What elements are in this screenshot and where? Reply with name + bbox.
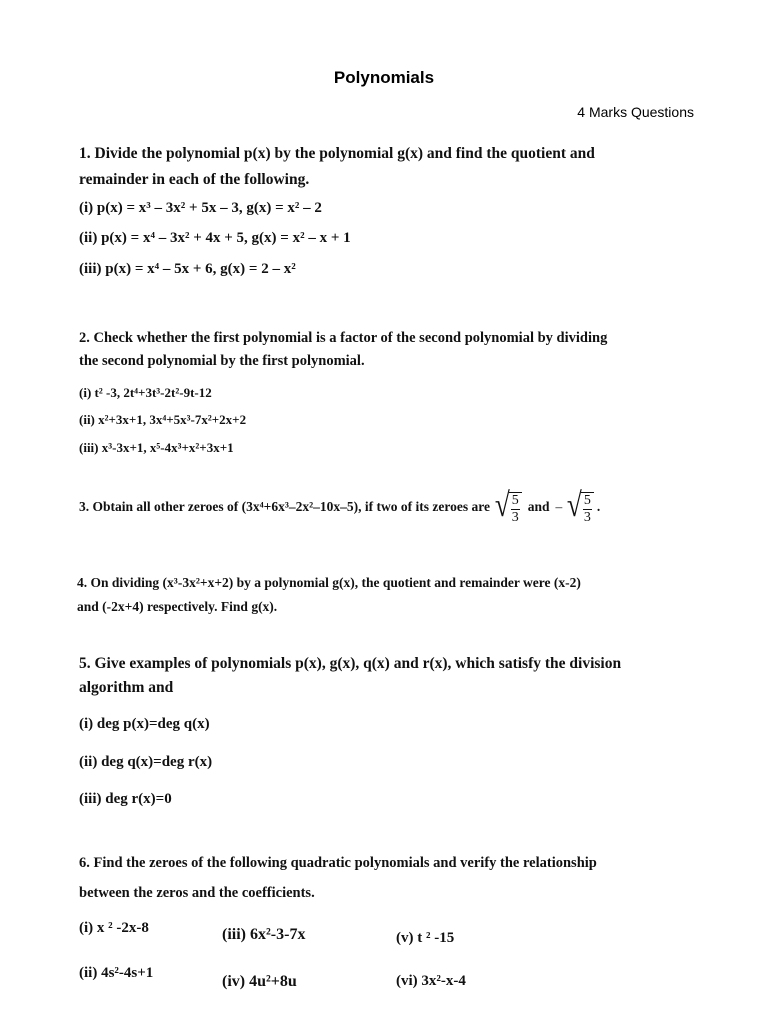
question-1 — [79, 141, 595, 193]
question-2-line-1: 2. Check whether the first polynomial is a factor of the second polynomial by dividing — [79, 330, 608, 346]
question-6 — [79, 848, 597, 908]
question-3 — [79, 488, 600, 526]
question-5-item-i: (i) deg p(x)=deg q(x) — [79, 716, 210, 732]
question-2-line-2: the second polynomial by the first polynomial. — [79, 353, 365, 369]
question-2-item-i: (i) t² -3, 2t⁴+3t³-2t²-9t-12 — [79, 385, 212, 400]
question-3-text: 3. Obtain all other zeroes of (3x⁴+6x³–2x²–10x–5), if two of its zeroes are — [79, 499, 491, 514]
question-3-and: and — [527, 499, 550, 514]
fraction-denominator: 3 — [583, 510, 591, 525]
question-2 — [79, 327, 607, 373]
question-3-end: . — [596, 499, 601, 514]
question-6-item-iv: (iv) 4u²+8u — [222, 973, 297, 990]
question-2-item-ii: (ii) x²+3x+1, 3x⁴+5x³-7x²+2x+2 — [79, 412, 247, 427]
question-1-item-i: (i) p(x) = x³ – 3x² + 5x – 3, g(x) = x² – 2 — [79, 200, 322, 216]
page-subtitle: 4 Marks Questions — [577, 104, 694, 120]
question-6-item-vi: (vi) 3x²-x-4 — [396, 973, 466, 989]
question-4-line-1: 4. On dividing (x³-3x²+x+2) by a polynomial g(x), the quotient and remainder were (x-2) — [77, 575, 581, 590]
question-5-line-1: 5. Give examples of polynomials p(x), g(x), q(x) and r(x), which satisfy the division — [79, 655, 622, 672]
fraction-numerator: 5 — [583, 493, 591, 508]
question-1-line-2: remainder in each of the following. — [79, 171, 310, 188]
question-1-item-ii: (ii) p(x) = x⁴ – 3x² + 4x + 5, g(x) = x² – x + 1 — [79, 230, 351, 246]
fraction — [509, 492, 522, 526]
radical-sign-icon: √ — [494, 487, 510, 524]
question-6-item-i: (i) x ² -2x-8 — [79, 920, 149, 936]
question-6-line-1: 6. Find the zeroes of the following quadratic polynomials and verify the relationship — [79, 855, 597, 871]
fraction-denominator: 3 — [511, 510, 519, 525]
question-2-item-iii: (iii) x³-3x+1, x⁵-4x³+x²+3x+1 — [79, 440, 234, 455]
question-6-item-ii: (ii) 4s²-4s+1 — [79, 965, 154, 981]
radical-sign-icon: √ — [567, 487, 583, 524]
question-4-line-2: and (-2x+4) respectively. Find g(x). — [77, 599, 278, 614]
page-title: Polynomials — [333, 68, 435, 87]
question-4 — [77, 571, 581, 619]
fraction-numerator: 5 — [511, 493, 519, 508]
question-5 — [79, 652, 621, 700]
question-5-item-iii: (iii) deg r(x)=0 — [79, 791, 172, 807]
question-6-item-v: (v) t ² -15 — [396, 930, 455, 946]
sqrt-five-thirds-2 — [565, 488, 594, 526]
question-1-line-1: 1. Divide the polynomial p(x) by the polynomial g(x) and find the quotient and — [79, 145, 595, 162]
question-3-minus: – — [555, 499, 563, 514]
fraction — [581, 492, 594, 526]
question-6-line-2: between the zeros and the coefficients. — [79, 885, 315, 901]
question-5-item-ii: (ii) deg q(x)=deg r(x) — [79, 754, 213, 770]
sqrt-five-thirds-1 — [493, 488, 522, 526]
question-5-line-2: algorithm and — [79, 679, 174, 696]
question-1-item-iii: (iii) p(x) = x⁴ – 5x + 6, g(x) = 2 – x² — [79, 261, 296, 277]
question-6-item-iii: (iii) 6x²-3-7x — [222, 926, 306, 943]
